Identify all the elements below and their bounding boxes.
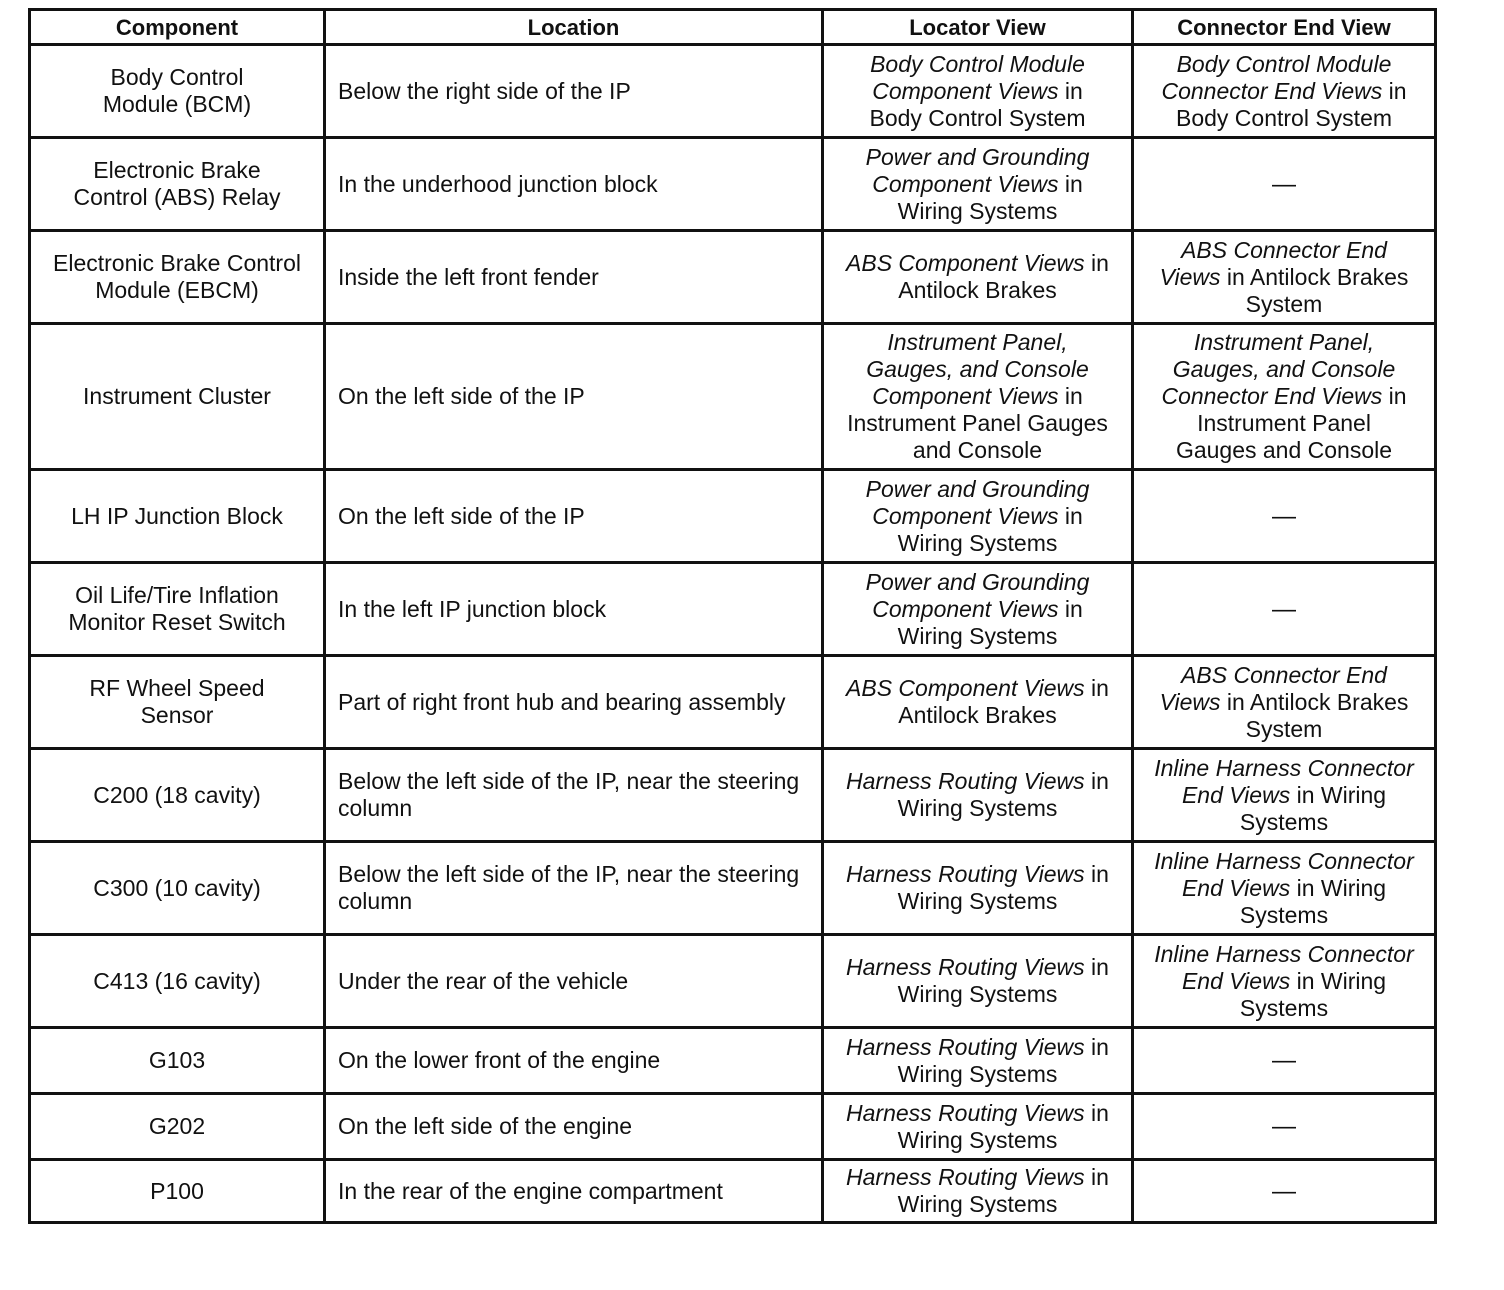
component-cell [30, 842, 325, 935]
empty-dash: — [1272, 502, 1296, 530]
reference-text: in [1058, 502, 1083, 529]
component-line: G103 [148, 1047, 206, 1073]
connector-line [1140, 755, 1428, 782]
connector-view-cell [1133, 324, 1436, 470]
reference-title: Component Views [872, 502, 1059, 529]
reference-text: Systems [1239, 901, 1329, 928]
reference-text: in [1058, 170, 1083, 197]
table-row [30, 470, 1436, 563]
table-row [30, 935, 1436, 1028]
table-row [30, 842, 1436, 935]
connector-line [1140, 78, 1428, 105]
locator-line [830, 1100, 1125, 1127]
connector-line [1140, 105, 1428, 132]
locator-line [830, 569, 1125, 596]
reference-title: Inline Harness Connector [1154, 754, 1414, 781]
component-cell [30, 324, 325, 470]
empty-dash: — [1272, 170, 1296, 198]
reference-title: End Views [1181, 874, 1291, 901]
locator-line [830, 78, 1125, 105]
reference-text: in [1058, 595, 1083, 622]
locator-view-cell [823, 935, 1133, 1028]
connector-line [1140, 875, 1428, 902]
locator-line [830, 1034, 1125, 1061]
locator-line [830, 861, 1125, 888]
locator-line [830, 675, 1125, 702]
header-row [30, 10, 1436, 45]
component-line: C413 (16 cavity) [93, 967, 261, 994]
component-line: Instrument Cluster [83, 383, 271, 409]
reference-title: Connector End Views [1161, 77, 1383, 104]
reference-title: Instrument Panel, [1193, 329, 1375, 355]
connector-view-cell [1133, 563, 1436, 656]
locator-line [830, 356, 1125, 383]
locator-view-cell [823, 1094, 1133, 1160]
empty-dash: — [1272, 1047, 1296, 1074]
location-cell: On the left side of the IP [325, 324, 823, 470]
reference-text: Instrument Panel [1197, 410, 1371, 436]
location-cell: Below the left side of the IP, near the steering column [325, 842, 823, 935]
reference-title: Harness Routing Views [846, 861, 1085, 887]
reference-title: Harness Routing Views [846, 1164, 1085, 1190]
locator-line [830, 888, 1125, 915]
location-cell: Below the right side of the IP [325, 45, 823, 138]
reference-text: Systems [1239, 994, 1329, 1021]
component-cell [30, 1028, 325, 1094]
reference-text: in [1084, 675, 1109, 701]
locator-line [830, 250, 1125, 277]
component-line: RF Wheel Speed [89, 675, 265, 701]
location-cell: Under the rear of the vehicle [325, 935, 823, 1028]
component-line: Control (ABS) Relay [73, 184, 281, 210]
reference-title: Instrument Panel, [887, 329, 1068, 355]
reference-title: Inline Harness Connector [1154, 847, 1414, 874]
reference-text: Body Control System [869, 104, 1086, 131]
reference-title: Component Views [872, 595, 1059, 622]
reference-title: Component Views [872, 170, 1059, 197]
table-body [30, 45, 1436, 1223]
reference-text: in [1382, 383, 1407, 409]
reference-title: Body Control Module [1176, 50, 1392, 77]
connector-line [1140, 782, 1428, 809]
connector-line [1140, 329, 1428, 356]
connector-line [1140, 383, 1428, 410]
locator-line [830, 144, 1125, 171]
reference-text: in [1058, 77, 1083, 104]
connector-line [1140, 410, 1428, 437]
reference-text: Wiring Systems [897, 1060, 1058, 1087]
locator-line [830, 410, 1125, 437]
locator-view-cell [823, 324, 1133, 470]
component-cell [30, 749, 325, 842]
connector-line [1140, 716, 1428, 743]
table-row [30, 749, 1436, 842]
connector-line [1140, 902, 1428, 929]
connector-line [1140, 264, 1428, 291]
table-row [30, 1094, 1436, 1160]
locator-line [830, 51, 1125, 78]
connector-line [1140, 809, 1428, 836]
reference-title: Harness Routing Views [846, 1033, 1085, 1060]
connector-view-cell [1133, 1028, 1436, 1094]
connector-line [1140, 291, 1428, 318]
locator-line [830, 503, 1125, 530]
reference-title: Gauges, and Console [1172, 356, 1396, 382]
reference-title: Connector End Views [1161, 383, 1383, 409]
locator-line [830, 1061, 1125, 1088]
locator-line [830, 981, 1125, 1008]
reference-title: Views [1159, 263, 1221, 290]
locator-line [830, 437, 1125, 464]
locator-line [830, 1191, 1125, 1218]
reference-title: Views [1159, 688, 1221, 715]
locator-line [830, 795, 1125, 822]
reference-text: Instrument Panel Gauges [847, 410, 1108, 436]
table-row [30, 324, 1436, 470]
locator-view-cell [823, 656, 1133, 749]
locator-line [830, 476, 1125, 503]
reference-title: Inline Harness Connector [1154, 940, 1414, 967]
reference-text: in Wiring [1290, 967, 1387, 994]
locator-line [830, 768, 1125, 795]
locator-line [830, 198, 1125, 225]
locator-view-cell [823, 563, 1133, 656]
connector-line [1140, 968, 1428, 995]
location-cell: Below the left side of the IP, near the steering column [325, 749, 823, 842]
location-cell: In the underhood junction block [325, 138, 823, 231]
reference-title: Power and Grounding [865, 568, 1090, 595]
component-cell [30, 1160, 325, 1223]
table-row [30, 563, 1436, 656]
locator-view-cell [823, 138, 1133, 231]
connector-line [1140, 689, 1428, 716]
connector-line [1140, 237, 1428, 264]
component-line: C200 (18 cavity) [93, 781, 261, 808]
locator-line [830, 277, 1125, 304]
connector-view-cell [1133, 470, 1436, 563]
locator-view-cell [823, 1160, 1133, 1223]
component-line: LH IP Junction Block [71, 502, 283, 529]
component-line: Monitor Reset Switch [68, 609, 286, 635]
reference-title: Harness Routing Views [846, 954, 1085, 980]
connector-view-cell [1133, 842, 1436, 935]
connector-view-cell [1133, 749, 1436, 842]
reference-text: Wiring Systems [897, 1126, 1058, 1153]
reference-text: in [1084, 250, 1109, 276]
header-locator-view: Locator View [823, 10, 1133, 45]
reference-text: Wiring Systems [897, 888, 1058, 914]
header-component: Component [30, 10, 325, 45]
reference-title: ABS Component Views [846, 250, 1085, 276]
empty-dash: — [1272, 595, 1296, 623]
locator-view-cell [823, 842, 1133, 935]
reference-text: in Antilock Brakes [1220, 263, 1409, 290]
locator-line [830, 702, 1125, 729]
reference-text: in Wiring [1290, 874, 1387, 901]
reference-title: End Views [1181, 967, 1291, 994]
reference-title: Power and Grounding [865, 143, 1090, 170]
reference-text: in [1084, 954, 1109, 980]
component-line: Sensor [140, 702, 214, 728]
reference-text: in [1084, 1033, 1109, 1060]
locator-line [830, 1127, 1125, 1154]
reference-text: Gauges and Console [1175, 437, 1393, 463]
reference-title: Component Views [872, 383, 1059, 409]
component-line: Module (EBCM) [95, 277, 259, 303]
reference-text: in [1084, 1164, 1109, 1190]
component-line: P100 [150, 1177, 204, 1204]
component-line: C300 (10 cavity) [93, 874, 261, 901]
table-row [30, 1160, 1436, 1223]
component-cell [30, 470, 325, 563]
reference-text: in [1084, 861, 1109, 887]
component-line: Oil Life/Tire Inflation [75, 582, 279, 608]
reference-text: Wiring Systems [897, 981, 1058, 1007]
reference-text: System [1245, 715, 1323, 742]
connector-line [1140, 51, 1428, 78]
connector-line [1140, 437, 1428, 464]
reference-text: Wiring Systems [897, 197, 1058, 224]
reference-title: Harness Routing Views [846, 768, 1085, 794]
connector-line [1140, 848, 1428, 875]
locator-line [830, 105, 1125, 132]
locator-line [830, 954, 1125, 981]
component-cell [30, 1094, 325, 1160]
reference-text: and Console [912, 437, 1043, 463]
reference-text: in Antilock Brakes [1220, 688, 1409, 715]
reference-title: Body Control Module [870, 50, 1085, 77]
component-cell [30, 935, 325, 1028]
component-cell [30, 231, 325, 324]
empty-dash: — [1272, 1113, 1296, 1140]
reference-text: in [1084, 768, 1109, 794]
component-line: Module (BCM) [102, 91, 252, 117]
connector-view-cell [1133, 45, 1436, 138]
location-cell: Part of right front hub and bearing assembly [325, 656, 823, 749]
reference-title: Component Views [872, 77, 1059, 104]
header-location: Location [325, 10, 823, 45]
locator-line [830, 530, 1125, 557]
connector-line [1140, 941, 1428, 968]
locator-view-cell [823, 45, 1133, 138]
location-cell: On the left side of the engine [325, 1094, 823, 1160]
connector-line [1140, 662, 1428, 689]
reference-text: Wiring Systems [897, 622, 1058, 649]
reference-text: in [1382, 77, 1407, 104]
connector-view-cell [1133, 138, 1436, 231]
reference-title: Gauges, and Console [866, 356, 1089, 382]
empty-dash: — [1272, 1177, 1296, 1205]
connector-view-cell [1133, 1160, 1436, 1223]
header-connector-end-view: Connector End View [1133, 10, 1436, 45]
connector-view-cell [1133, 1094, 1436, 1160]
component-line: G202 [148, 1113, 206, 1139]
table-row [30, 45, 1436, 138]
location-cell: Inside the left front fender [325, 231, 823, 324]
reference-title: End Views [1181, 781, 1291, 808]
locator-line [830, 623, 1125, 650]
table-row [30, 1028, 1436, 1094]
locator-view-cell [823, 470, 1133, 563]
locator-view-cell [823, 1028, 1133, 1094]
connector-view-cell [1133, 656, 1436, 749]
connector-line [1140, 995, 1428, 1022]
connector-line [1140, 356, 1428, 383]
locator-line [830, 596, 1125, 623]
component-cell [30, 45, 325, 138]
connector-view-cell [1133, 935, 1436, 1028]
reference-text: System [1245, 290, 1323, 317]
table-row [30, 231, 1436, 324]
reference-title: ABS Connector End [1181, 661, 1387, 688]
reference-text: in [1084, 1099, 1109, 1126]
locator-line [830, 171, 1125, 198]
reference-text: Systems [1239, 808, 1329, 835]
reference-text: Antilock Brakes [898, 277, 1057, 303]
reference-text: Body Control System [1175, 104, 1393, 131]
reference-title: Power and Grounding [865, 475, 1090, 502]
location-cell: On the left side of the IP [325, 470, 823, 563]
table-row [30, 138, 1436, 231]
table-row [30, 656, 1436, 749]
connector-view-cell [1133, 231, 1436, 324]
component-line: Electronic Brake Control [53, 250, 301, 276]
reference-text: Wiring Systems [897, 1191, 1058, 1217]
component-cell [30, 656, 325, 749]
location-cell: In the left IP junction block [325, 563, 823, 656]
component-line: Body Control [110, 64, 244, 90]
component-line: Electronic Brake [93, 157, 261, 183]
component-cell [30, 138, 325, 231]
component-locator-table [28, 8, 1437, 1224]
locator-view-cell [823, 749, 1133, 842]
component-cell [30, 563, 325, 656]
locator-line [830, 383, 1125, 410]
reference-text: Wiring Systems [897, 529, 1058, 556]
reference-title: Harness Routing Views [846, 1099, 1085, 1126]
reference-text: Wiring Systems [897, 795, 1058, 821]
locator-line [830, 1164, 1125, 1191]
location-cell: On the lower front of the engine [325, 1028, 823, 1094]
locator-view-cell [823, 231, 1133, 324]
reference-title: ABS Connector End [1181, 236, 1387, 263]
reference-text: in Wiring [1290, 781, 1387, 808]
reference-title: ABS Component Views [846, 675, 1085, 701]
reference-text: in [1058, 383, 1083, 409]
reference-text: Antilock Brakes [898, 702, 1057, 728]
location-cell: In the rear of the engine compartment [325, 1160, 823, 1223]
locator-line [830, 329, 1125, 356]
